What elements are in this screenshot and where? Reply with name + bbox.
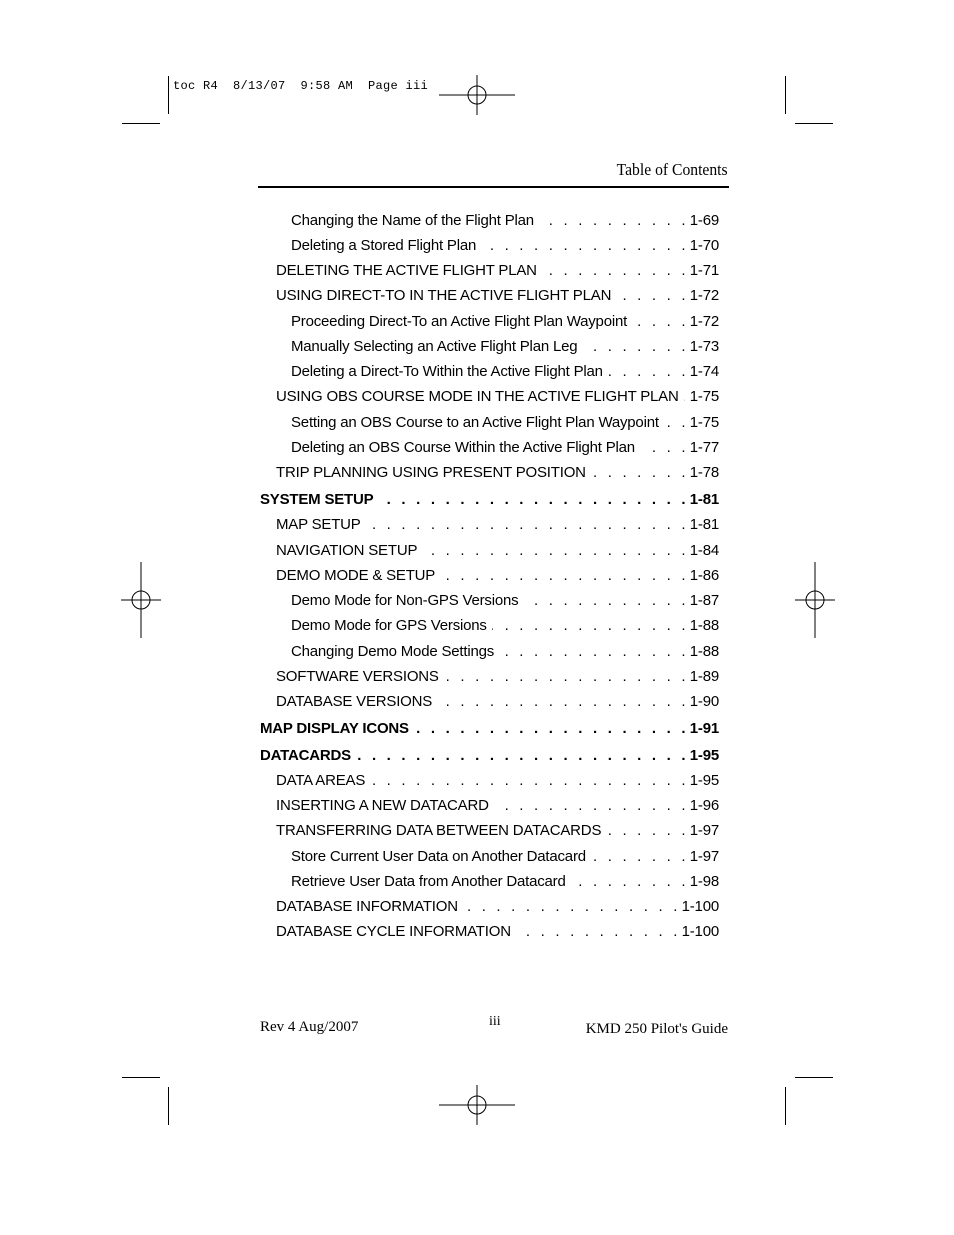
- toc-entry[interactable]: [276, 286, 719, 306]
- toc-entry-title: DATABASE VERSIONS: [276, 693, 433, 710]
- toc-entry-page: 1-97: [689, 822, 719, 839]
- toc-entry-page: 1-74: [689, 363, 719, 380]
- dot-leader: [494, 796, 689, 816]
- guide-title: KMD 250 Pilot's Guide: [585, 1021, 728, 1037]
- dot-leader: [608, 362, 689, 382]
- toc-entry-title: Retrieve User Data from Another Datacard: [291, 873, 566, 890]
- dot-leader: [481, 236, 689, 256]
- dot-leader: [591, 463, 689, 483]
- toc-entry[interactable]: [276, 541, 719, 561]
- dot-leader: [516, 922, 681, 942]
- toc-entry-page: 1-95: [689, 747, 719, 764]
- toc-entry-title: DATABASE CYCLE INFORMATION: [276, 923, 511, 940]
- toc-entry[interactable]: [291, 438, 719, 458]
- toc-entry-title: USING DIRECT-TO IN THE ACTIVE FLIGHT PLAN: [276, 287, 612, 304]
- dot-leader: [378, 490, 688, 510]
- toc-entry-page: 1-84: [689, 542, 719, 559]
- toc-entry[interactable]: [276, 261, 719, 281]
- toc-entry-page: 1-90: [689, 693, 719, 710]
- toc-entry[interactable]: [276, 566, 719, 586]
- dot-leader: [492, 616, 689, 636]
- dot-leader: [440, 566, 689, 586]
- toc-entry[interactable]: [276, 692, 719, 712]
- toc-entry-page: 1-86: [689, 567, 719, 584]
- dot-leader: [632, 312, 689, 332]
- dot-leader: [684, 387, 689, 407]
- toc-entry-title: TRIP PLANNING USING PRESENT POSITION: [276, 464, 586, 481]
- toc-entry[interactable]: [291, 236, 719, 256]
- toc-entry-title: INSERTING A NEW DATACARD: [276, 797, 489, 814]
- toc-entry-title: NAVIGATION SETUP: [276, 542, 418, 559]
- dot-leader: [539, 211, 689, 231]
- toc-entry-title: MAP SETUP: [276, 516, 361, 533]
- toc-entry[interactable]: [291, 591, 719, 611]
- toc-entry[interactable]: [260, 490, 719, 510]
- dot-leader: [414, 719, 689, 739]
- toc-entry[interactable]: [291, 616, 719, 636]
- toc-entry-title: Deleting a Stored Flight Plan: [291, 237, 477, 254]
- dot-leader: [591, 847, 689, 867]
- toc-entry[interactable]: [291, 362, 719, 382]
- dot-leader: [437, 692, 689, 712]
- dot-leader: [444, 667, 689, 687]
- toc-entry-page: 1-88: [689, 617, 719, 634]
- toc-entry-page: 1-77: [689, 439, 719, 456]
- toc-entry-title: SOFTWARE VERSIONS: [276, 668, 439, 685]
- toc-entry-page: 1-71: [689, 262, 719, 279]
- registration-mark-left-icon: [121, 562, 161, 638]
- dot-leader: [422, 541, 689, 561]
- toc-entry-page: 1-96: [689, 797, 719, 814]
- toc-entry-title: Demo Mode for Non-GPS Versions: [291, 592, 519, 609]
- toc-entry-title: Changing the Name of the Flight Plan: [291, 212, 534, 229]
- toc-entry[interactable]: [291, 211, 719, 231]
- toc-entry-title: USING OBS COURSE MODE IN THE ACTIVE FLIGHT PLAN: [276, 388, 679, 405]
- dot-leader: [499, 642, 689, 662]
- printer-slug: toc R4 8/13/07 9:58 AM Page iii: [173, 79, 429, 93]
- toc-entry[interactable]: [260, 746, 719, 766]
- toc-entry-page: 1-81: [689, 491, 719, 508]
- dot-leader: [542, 261, 689, 281]
- toc-entry[interactable]: [276, 387, 719, 407]
- toc-entry-title: Proceeding Direct-To an Active Flight Plan Waypoint: [291, 313, 628, 330]
- toc-entry-page: 1-75: [689, 388, 719, 405]
- toc-entry-page: 1-100: [681, 898, 719, 915]
- toc-entry-page: 1-72: [689, 287, 719, 304]
- toc-entry[interactable]: [276, 796, 719, 816]
- toc-entry-page: 1-70: [689, 237, 719, 254]
- page-number: iii: [489, 1014, 501, 1029]
- toc-entry-title: Deleting an OBS Course Within the Active Flight Plan: [291, 439, 635, 456]
- toc-entry-title: Changing Demo Mode Settings: [291, 643, 495, 660]
- toc-entry[interactable]: [260, 719, 719, 739]
- page-title: Table of Contents: [617, 160, 728, 179]
- toc-entry-title: DEMO MODE & SETUP: [276, 567, 436, 584]
- toc-entry-title: DELETING THE ACTIVE FLIGHT PLAN: [276, 262, 537, 279]
- dot-leader: [370, 771, 689, 791]
- toc-entry-title: Setting an OBS Course to an Active Flight Plan Waypoint: [291, 414, 659, 431]
- toc-entry-page: 1-100: [681, 923, 719, 940]
- dot-leader: [582, 337, 688, 357]
- toc-entry-page: 1-81: [689, 516, 719, 533]
- toc-entry[interactable]: [291, 413, 719, 433]
- toc-entry-page: 1-69: [689, 212, 719, 229]
- toc-entry-title: TRANSFERRING DATA BETWEEN DATACARDS: [276, 822, 602, 839]
- toc-entry-title: Deleting a Direct-To Within the Active Flight Plan: [291, 363, 603, 380]
- toc-entry[interactable]: [291, 642, 719, 662]
- toc-entry-title: DATA AREAS: [276, 772, 366, 789]
- dot-leader: [616, 286, 689, 306]
- toc-entry[interactable]: [276, 897, 719, 917]
- toc-entry-title: DATABASE INFORMATION: [276, 898, 458, 915]
- toc-entry-page: 1-91: [689, 720, 719, 737]
- toc-entry-page: 1-87: [689, 592, 719, 609]
- toc-entry[interactable]: [276, 922, 719, 942]
- toc-entry[interactable]: [291, 337, 719, 357]
- dot-leader: [463, 897, 681, 917]
- toc-entry-page: 1-98: [689, 873, 719, 890]
- revision-label: Rev 4 Aug/2007: [260, 1019, 359, 1035]
- registration-mark-bottom-icon: [439, 1085, 515, 1125]
- toc-entry[interactable]: [276, 667, 719, 687]
- dot-leader: [571, 872, 689, 892]
- registration-mark-top-icon: [439, 75, 515, 115]
- toc-entry[interactable]: [291, 872, 719, 892]
- toc-entry-page: 1-75: [689, 414, 719, 431]
- toc-entry[interactable]: [291, 312, 719, 332]
- dot-leader: [523, 591, 688, 611]
- toc-entry-page: 1-72: [689, 313, 719, 330]
- toc-entry[interactable]: [276, 771, 719, 791]
- toc-entry-title: SYSTEM SETUP: [260, 491, 374, 508]
- dot-leader: [664, 413, 689, 433]
- toc-entry-title: MAP DISPLAY ICONS: [260, 720, 409, 737]
- toc-entry-title: Demo Mode for GPS Versions: [291, 617, 487, 634]
- dot-leader: [606, 821, 689, 841]
- toc-entry[interactable]: [276, 463, 719, 483]
- toc-entry-title: Manually Selecting an Active Flight Plan Leg: [291, 338, 578, 355]
- header-rule: [258, 186, 729, 188]
- toc-entry[interactable]: [276, 515, 719, 535]
- toc-entry-page: 1-73: [689, 338, 719, 355]
- dot-leader: [366, 515, 689, 535]
- toc-entry-page: 1-78: [689, 464, 719, 481]
- toc-entry-page: 1-97: [689, 848, 719, 865]
- toc-entry-page: 1-88: [689, 643, 719, 660]
- toc-entry[interactable]: [291, 847, 719, 867]
- toc-entry[interactable]: [276, 821, 719, 841]
- toc-entry-title: DATACARDS: [260, 747, 351, 764]
- toc-entry-title: Store Current User Data on Another Datacard: [291, 848, 586, 865]
- registration-mark-right-icon: [795, 562, 835, 638]
- dot-leader: [640, 438, 689, 458]
- toc-entry-page: 1-95: [689, 772, 719, 789]
- toc-entry-page: 1-89: [689, 668, 719, 685]
- dot-leader: [356, 746, 689, 766]
